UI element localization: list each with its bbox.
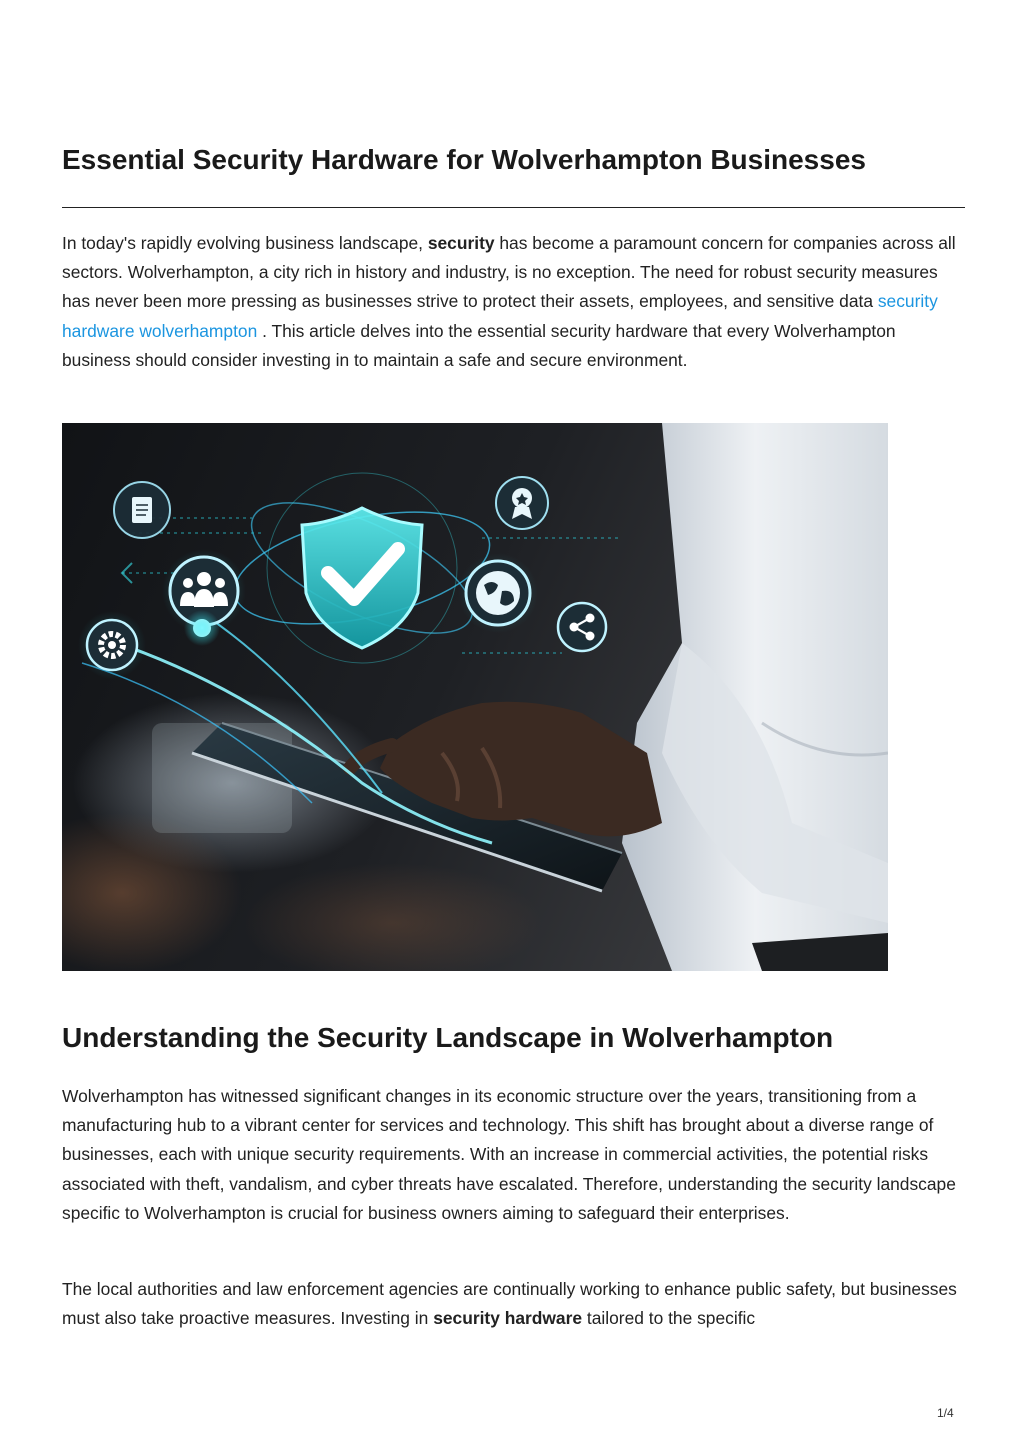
section-paragraph-2	[62, 1275, 967, 1333]
section-paragraph-1: Wolverhampton has witnessed significant changes in its economic structure over the years, transitioning from a manufacturing hub to a vibrant center for services and technology. This shift has brought about a diverse range of businesses, each with unique security requirements. With an increase in commercial activities, the potential risks associated with theft, vandalism, and cyber threats have escalated. Therefore, understanding the security landscape specific to Wolverhampton is crucial for business owners aiming to safeguard their enterprises.	[62, 1086, 956, 1223]
para2-text-1: The local authorities and law enforcement agencies are continually working to enhance public safety, but businesses must also take proactive measures. Investing in	[62, 1279, 957, 1329]
intro-bold-security: security	[427, 233, 495, 253]
hero-illustration	[62, 423, 888, 971]
title-divider	[62, 207, 965, 208]
globe-icon	[458, 553, 538, 633]
intro-text-2: has become a paramount concern for companies across all sectors. Wolverhampton, a city rich in history and industry, is no exception. The need for robust security measures has never been more pressing as businesses strive to protect their assets, employees, and sensitive data	[62, 233, 956, 312]
article-title: Essential Security Hardware for Wolverhampton Businesses	[62, 144, 866, 175]
para2-bold-security-hardware: security hardware	[433, 1308, 583, 1329]
security-hardware-link[interactable]: security hardware wolverhampton	[62, 291, 938, 341]
section-heading: Understanding the Security Landscape in Wolverhampton	[62, 1022, 834, 1053]
page-indicator: 1/4	[937, 1406, 954, 1420]
intro-text-3: . This article delves into the essential security hardware that every Wolverhampton business should consider investing in to maintain a safe and secure environment.	[62, 320, 896, 370]
award-badge-icon	[496, 477, 548, 529]
gear-icon	[78, 611, 146, 679]
hero-image	[62, 423, 888, 971]
intro-text-1: In today's rapidly evolving business landscape,	[62, 233, 428, 253]
intro-paragraph	[62, 229, 957, 375]
share-icon	[558, 603, 606, 651]
para2-text-2: tailored to the specific	[582, 1308, 756, 1329]
document-icon	[114, 482, 170, 538]
